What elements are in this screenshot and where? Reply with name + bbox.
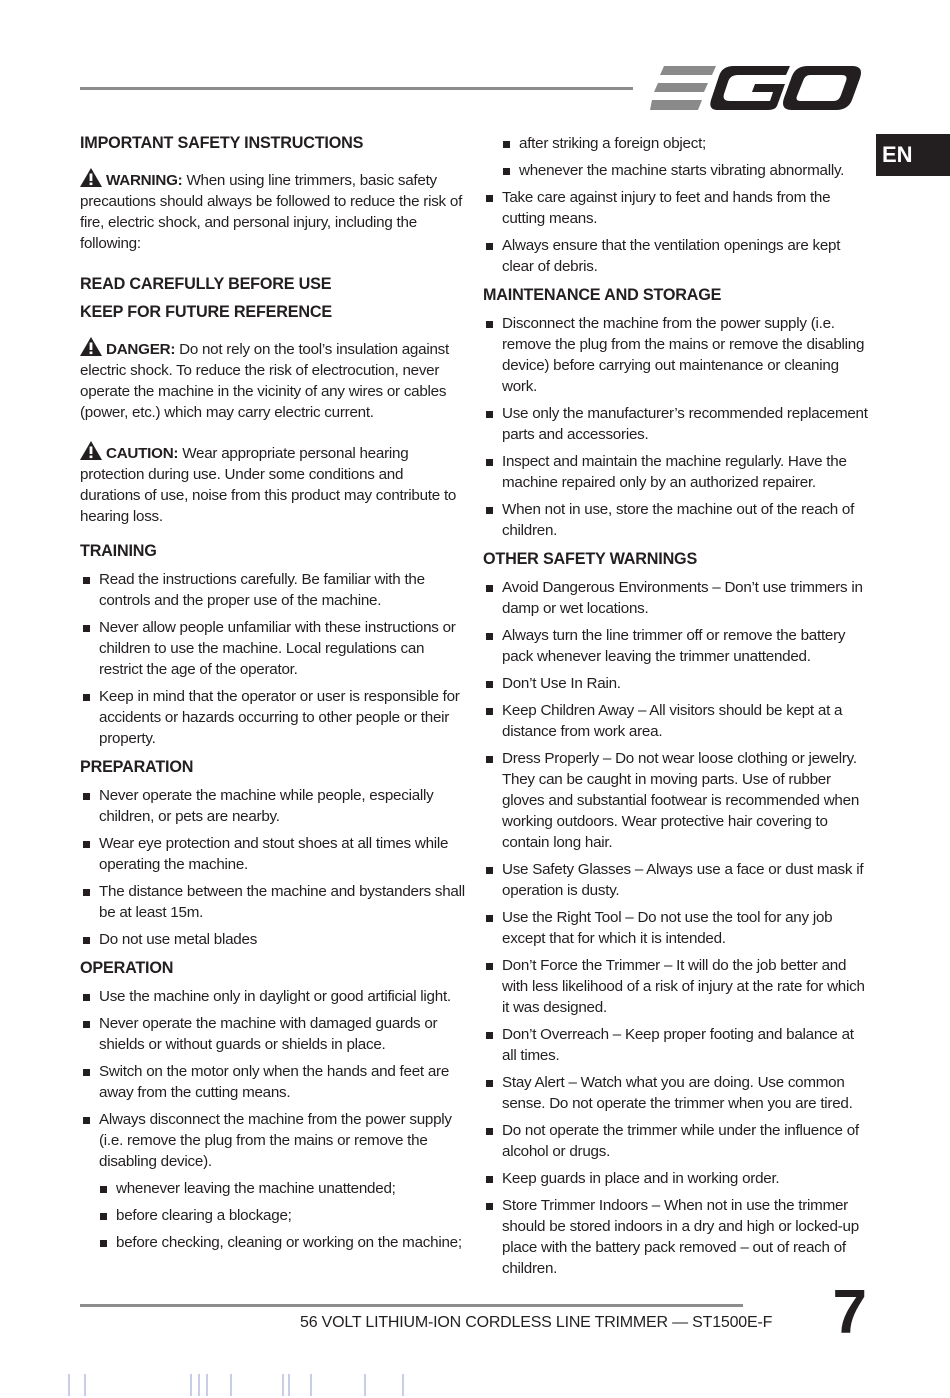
list-item: Keep guards in place and in working order. <box>483 1168 868 1189</box>
list-item: Use the Right Tool – Do not use the tool for any job except that for which it is intended. <box>483 907 868 949</box>
operation-sublist <box>80 1178 465 1253</box>
left-column <box>80 130 465 1259</box>
list-item: Take care against injury to feet and hands from the cutting means. <box>483 187 868 229</box>
operation-heading: OPERATION <box>80 959 174 977</box>
read-carefully-heading: READ CAREFULLY BEFORE USE <box>80 275 332 293</box>
footer-rule <box>80 1304 743 1307</box>
danger-text: Do not rely on the tool’s insulation against electric shock. To reduce the risk of electrocution, never operate the machine in the vicinity of any wires or cables (power, etc.) which may carry electric current. <box>80 341 449 421</box>
safety-title: IMPORTANT SAFETY INSTRUCTIONS <box>80 134 364 152</box>
ego-logo <box>650 62 862 114</box>
list-item: Do not use metal blades <box>80 929 465 950</box>
list-item: Always ensure that the ventilation openings are kept clear of debris. <box>483 235 868 277</box>
list-item: Store Trimmer Indoors – When not in use the trimmer should be stored indoors in a dry and high or locked-up place with the battery pack removed – out of reach of children. <box>483 1195 868 1279</box>
list-item: whenever leaving the machine unattended; <box>80 1178 465 1199</box>
warning-label: WARNING: <box>106 172 183 189</box>
list-item: Disconnect the machine from the power supply (i.e. remove the plug from the mains or remove the disabling device) before carrying out maintenance or cleaning work. <box>483 313 868 397</box>
list-item: Switch on the motor only when the hands and feet are away from the cutting means. <box>80 1061 465 1103</box>
list-item: Use Safety Glasses – Always use a face or dust mask if operation is dusty. <box>483 859 868 901</box>
list-item: Do not operate the trimmer while under the influence of alcohol or drugs. <box>483 1120 868 1162</box>
list-item: Always turn the line trimmer off or remove the battery pack whenever leaving the trimmer unattended. <box>483 625 868 667</box>
list-item: Don’t Overreach – Keep proper footing and balance at all times. <box>483 1024 868 1066</box>
operation-sublist-continued <box>483 133 868 181</box>
other-warnings-list <box>483 577 868 1279</box>
caution-text: Wear appropriate personal hearing protection during use. Under some conditions and durations of use, noise from this product may contribute to hearing loss. <box>80 445 457 525</box>
list-item: Read the instructions carefully. Be familiar with the controls and the proper use of the machine. <box>80 569 465 611</box>
list-item: Use the machine only in daylight or good artificial light. <box>80 986 465 1007</box>
danger-notice <box>80 337 465 423</box>
list-item: Wear eye protection and stout shoes at all times while operating the machine. <box>80 833 465 875</box>
warning-notice <box>80 168 465 254</box>
list-item: Stay Alert – Watch what you are doing. Use common sense. Do not operate the trimmer when you are tired. <box>483 1072 868 1114</box>
caution-triangle-icon <box>80 441 102 460</box>
preparation-heading: PREPARATION <box>80 758 194 776</box>
warning-text: When using line trimmers, basic safety precautions should always be followed to reduce the risk of fire, electric shock, and personal injury, including the following: <box>80 172 463 252</box>
training-heading: TRAINING <box>80 542 157 560</box>
danger-triangle-icon <box>80 337 102 356</box>
right-column <box>483 130 868 1285</box>
list-item: Keep Children Away – All visitors should be kept at a distance from work area. <box>483 700 868 742</box>
list-item: Never operate the machine while people, especially children, or pets are nearby. <box>80 785 465 827</box>
header-rule <box>80 87 633 90</box>
list-item: Never allow people unfamiliar with these instructions or children to use the machine. Local regulations can restrict the age of the operator. <box>80 617 465 680</box>
list-item: after striking a foreign object; <box>483 133 868 154</box>
operation-list-continued <box>483 187 868 277</box>
list-item: before clearing a blockage; <box>80 1205 465 1226</box>
page-number: 7 <box>832 1278 865 1347</box>
list-item: Don’t Force the Trimmer – It will do the job better and with less likelihood of a risk of injury at the rate for which it was designed. <box>483 955 868 1018</box>
footer-product-title: 56 VOLT LITHIUM-ION CORDLESS LINE TRIMMER — ST1500E-F <box>300 1314 773 1331</box>
print-registration-marks <box>60 1374 460 1396</box>
preparation-list <box>80 785 465 950</box>
list-item: before checking, cleaning or working on the machine; <box>80 1232 465 1253</box>
maintenance-list <box>483 313 868 541</box>
operation-list <box>80 986 465 1172</box>
language-tab: EN <box>876 134 950 176</box>
training-list <box>80 569 465 749</box>
other-warnings-heading: OTHER SAFETY WARNINGS <box>483 550 698 568</box>
list-item: Always disconnect the machine from the power supply (i.e. remove the plug from the mains or remove the disabling device). <box>80 1109 465 1172</box>
list-item: Use only the manufacturer’s recommended replacement parts and accessories. <box>483 403 868 445</box>
list-item: Keep in mind that the operator or user is responsible for accidents or hazards occurring to other people or their property. <box>80 686 465 749</box>
list-item: The distance between the machine and bystanders shall be at least 15m. <box>80 881 465 923</box>
list-item: whenever the machine starts vibrating abnormally. <box>483 160 868 181</box>
danger-label: DANGER: <box>106 341 176 358</box>
list-item: Never operate the machine with damaged guards or shields or without guards or shields in place. <box>80 1013 465 1055</box>
maintenance-heading: MAINTENANCE AND STORAGE <box>483 286 722 304</box>
list-item: Avoid Dangerous Environments – Don’t use trimmers in damp or wet locations. <box>483 577 868 619</box>
list-item: Dress Properly – Do not wear loose clothing or jewelry. They can be caught in moving parts. Use of rubber gloves and substantial footwear is recommended when working outdoors. Wear protective hair covering to contain long hair. <box>483 748 868 853</box>
list-item: Inspect and maintain the machine regularly. Have the machine repaired only by an authorized repairer. <box>483 451 868 493</box>
keep-reference-heading: KEEP FOR FUTURE REFERENCE <box>80 303 332 321</box>
warning-triangle-icon <box>80 168 102 187</box>
caution-notice <box>80 441 465 527</box>
list-item: Don’t Use In Rain. <box>483 673 868 694</box>
list-item: When not in use, store the machine out of the reach of children. <box>483 499 868 541</box>
caution-label: CAUTION: <box>106 445 179 462</box>
